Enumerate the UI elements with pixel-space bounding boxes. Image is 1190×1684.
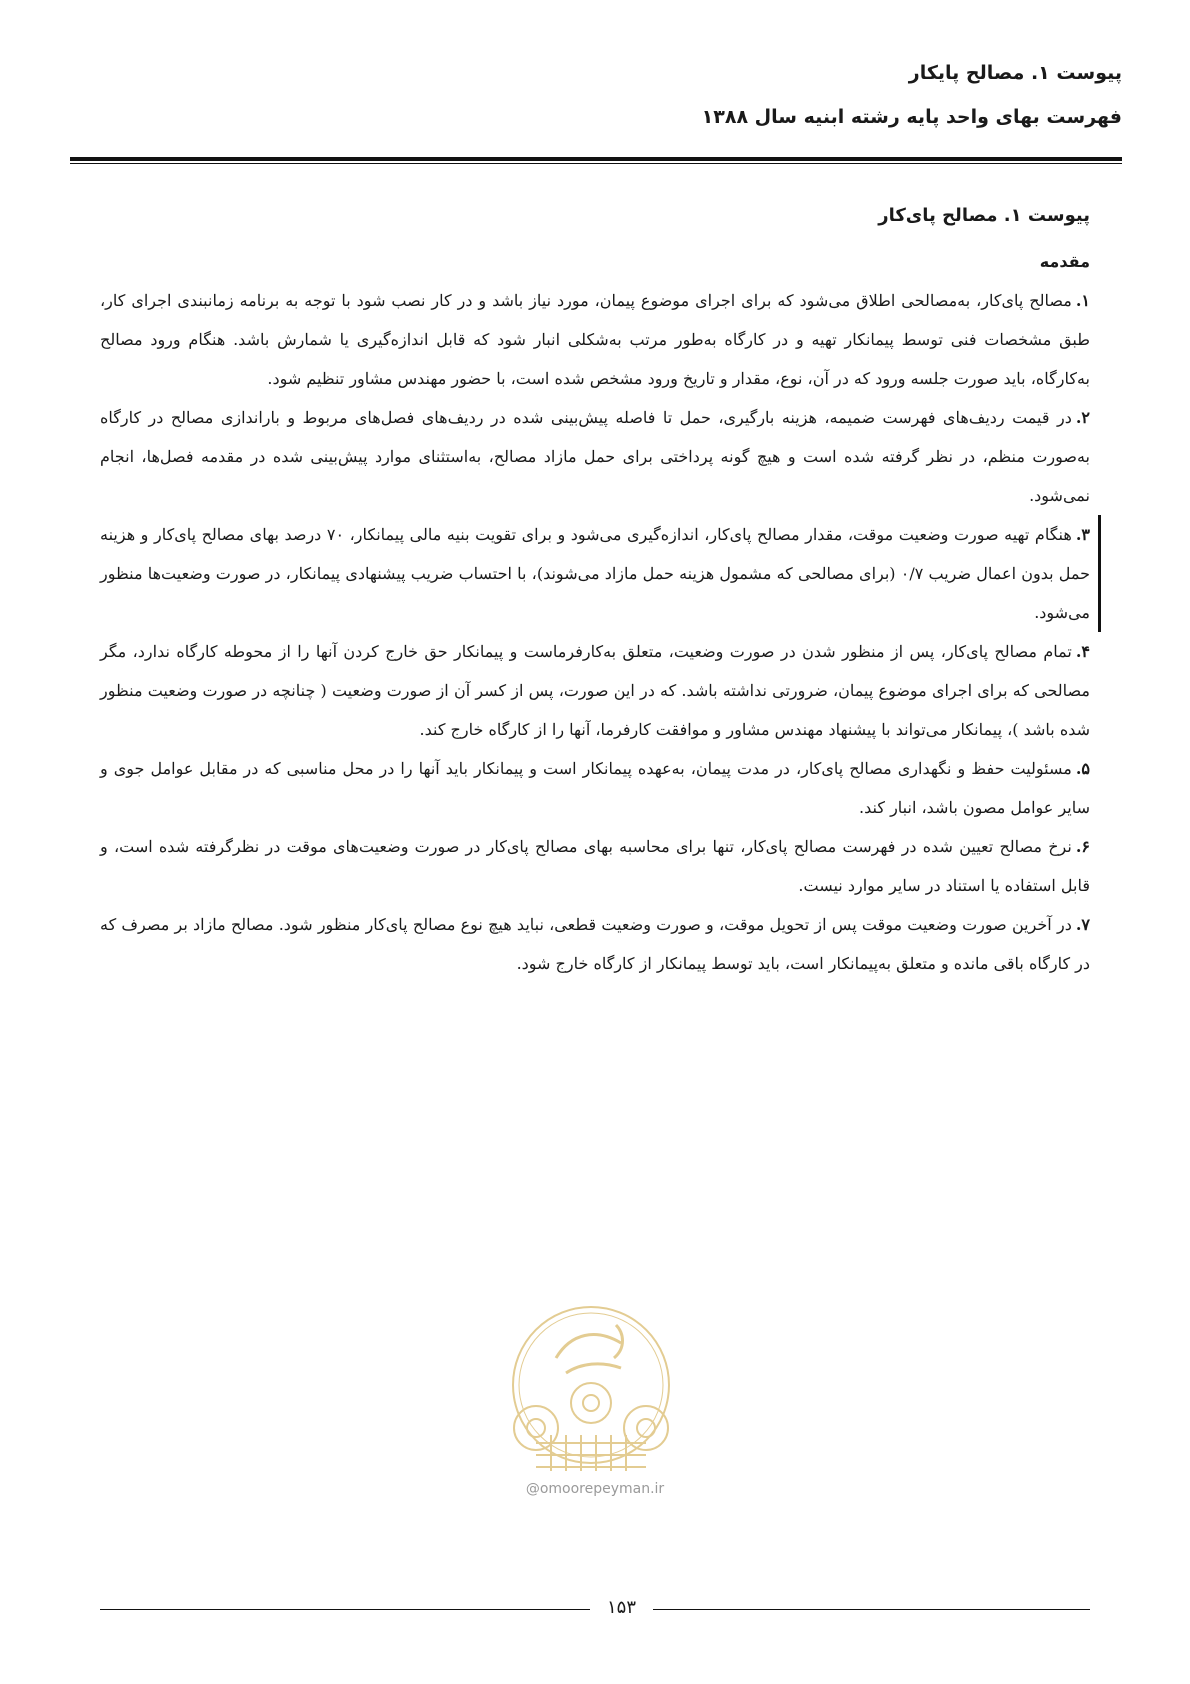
paragraph-number: ۵. (1075, 759, 1090, 778)
paragraph-text: نرخ مصالح تعیین شده در فهرست مصالح پای‌کار، تنها برای محاسبه بهای مصالح پای‌کار در صورت وضعیت‌های موقت در نظرگرفته شده است، و قابل استفاده یا استناد در سایر موارد نیست. (100, 837, 1090, 895)
omoorepeyman-watermark-logo (496, 1303, 686, 1477)
paragraph-text: در آخرین صورت وضعیت موقت پس از تحویل موقت، و صورت وضعیت قطعی، نباید هیچ نوع مصالح پای‌کار منظور شود. مصالح مازاد بر مصرف که در کارگاه باقی مانده و متعلق به‌پیمانکار است، باید توسط پیمانکار از کارگاه خارج شود. (100, 915, 1090, 973)
paragraph-number: ۳. (1075, 525, 1090, 544)
watermark-site-text: @omoorepeyman.ir (525, 1481, 665, 1497)
footer-rule-left (100, 1609, 590, 1610)
paragraph-1 (100, 281, 1090, 398)
paragraph-text: مسئولیت حفظ و نگهداری مصالح پای‌کار، در مدت پیمان، به‌عهده پیمانکار است و پیمانکار باید آنها را در محل مناسبی که در مقابل عوامل جوی و سایر عوامل مصون باشد، انبار کند. (100, 759, 1090, 817)
paragraph-7 (100, 905, 1090, 983)
header-rule-thin (70, 163, 1122, 164)
paragraph-3 (100, 515, 1101, 632)
running-header-subtitle: فهرست بهای واحد پایه رشته ابنیه سال ۱۳۸۸ (701, 106, 1122, 128)
paragraph-number: ۱. (1075, 291, 1090, 310)
section-title: پیوست ۱. مصالح پای‌کار (878, 205, 1090, 226)
intro-heading: مقدمه (1039, 252, 1090, 271)
paragraph-6 (100, 827, 1090, 905)
paragraph-text: هنگام تهیه صورت وضعیت موقت، مقدار مصالح پای‌کار، اندازه‌گیری می‌شود و برای تقویت بنیه مالی پیمانکار، ۷۰ درصد بهای مصالح پای‌کار و هزینه حمل بدون اعمال ضریب ۰/۷ (برای مصالحی که مشمول هزینه حمل مازاد می‌شوند)، با احتساب ضریب پیشنهادی پیمانکار، در صورت وضعیت‌ها منظور می‌شود. (100, 525, 1090, 622)
paragraph-2 (100, 398, 1090, 515)
running-header-title: پیوست ۱. مصالح پایکار (908, 62, 1122, 84)
paragraph-number: ۲. (1075, 408, 1091, 427)
paragraph-4 (100, 632, 1090, 749)
footer-rule-right (653, 1609, 1090, 1610)
paragraph-number: ۶. (1075, 837, 1090, 856)
paragraph-text: در قیمت ردیف‌های فهرست ضمیمه، هزینه بارگیری، حمل تا فاصله پیش‌بینی شده در ردیف‌های فصل‌های مربوط و باراندازی مصالح در کارگاه به‌صورت منظم، در نظر گرفته شده است و هیچ گونه پرداختی برای حمل مازاد مصالح، به‌استثنای موارد پیش‌بینی شده در مقدمه فصل‌ها، انجام نمی‌شود. (100, 408, 1090, 505)
document-body (100, 205, 1090, 983)
header-rule-thick (70, 157, 1122, 161)
paragraph-text: مصالح پای‌کار، به‌مصالحی اطلاق می‌شود که برای اجرای موضوع پیمان، مورد نیاز باشد و در کار نصب شود با توجه به برنامه زمانبندی اجرای کار، طبق مشخصات فنی توسط پیمانکار تهیه و در کارگاه به‌طور مرتب به‌شکلی انبار شود که قابل اندازه‌گیری یا شمارش باشد. هنگام ورود مصالح به‌کارگاه، باید صورت جلسه ورود که در آن، نوع، مقدار و تاریخ ورود مشخص شده است، با حضور مهندس مشاور تنظیم شود. (100, 291, 1090, 388)
paragraph-number: ۷. (1075, 915, 1090, 934)
paragraph-5 (100, 749, 1090, 827)
paragraph-number: ۴. (1075, 642, 1090, 661)
page-number: ۱۵۳ (606, 1597, 636, 1618)
paragraph-text: تمام مصالح پای‌کار، پس از منظور شدن در صورت وضعیت، متعلق به‌کارفرماست و پیمانکار حق خارج کردن آنها را از محوطه کارگاه ندارد، مگر مصالحی که برای اجرای موضوع پیمان، ضرورتی نداشته باشد. که در این صورت، پس از کسر آن از صورت وضعیت ( چنانچه در صورت وضعیت منظور شده باشد )، پیمانکار می‌تواند با پیشنهاد مهندس مشاور و موافقت کارفرما، آنها را از کارگاه خارج کند. (100, 642, 1090, 739)
